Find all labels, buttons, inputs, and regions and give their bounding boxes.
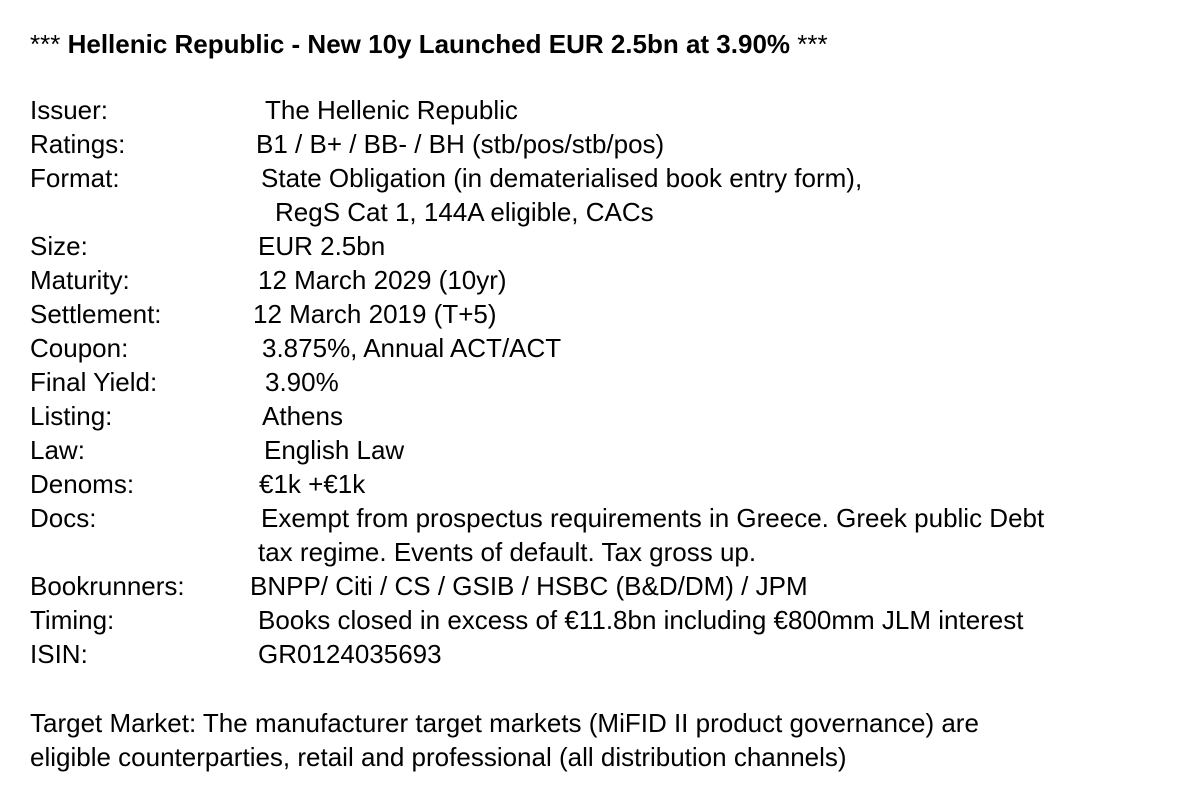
term-label: Format: xyxy=(30,163,120,193)
term-label: Law: xyxy=(30,435,85,465)
term-label: Issuer: xyxy=(30,95,109,125)
term-value: €1k +€1k xyxy=(259,469,366,499)
term-value: 3.90% xyxy=(265,367,339,397)
term-value: GR0124035693 xyxy=(258,639,442,669)
target-market-line: Target Market: The manufacturer target markets (MiFID II product governance) are xyxy=(30,708,979,738)
term-value-continued: RegS Cat 1, 144A eligible, CACs xyxy=(275,197,654,227)
term-value: Athens xyxy=(262,401,343,431)
term-row-issuer xyxy=(0,93,1200,127)
target-market-note xyxy=(30,706,1180,774)
term-value-continued: tax regime. Events of default. Tax gross up. xyxy=(258,537,757,567)
term-label: Docs: xyxy=(30,503,97,533)
term-label: Listing: xyxy=(30,401,113,431)
term-row-denoms xyxy=(0,467,1200,501)
term-row-law xyxy=(0,433,1200,467)
term-row-maturity xyxy=(0,263,1200,297)
term-row-format xyxy=(0,161,1200,195)
term-value: 12 March 2029 (10yr) xyxy=(258,265,507,295)
term-row-docs xyxy=(0,501,1200,535)
term-value: Books closed in excess of €11.8bn including €800mm JLM interest xyxy=(258,605,1024,635)
term-label: Bookrunners: xyxy=(30,571,185,601)
term-value: Exempt from prospectus requirements in Greece. Greek public Debt xyxy=(261,503,1045,533)
announcement-title xyxy=(30,28,828,60)
term-label: Ratings: xyxy=(30,129,126,159)
term-value: English Law xyxy=(264,435,405,465)
term-value: EUR 2.5bn xyxy=(258,231,386,261)
term-row-isin xyxy=(0,637,1200,671)
term-row-docs-continued xyxy=(0,535,1200,569)
term-value: 12 March 2019 (T+5) xyxy=(253,299,497,329)
term-row-bookrunners xyxy=(0,569,1200,603)
term-label: Coupon: xyxy=(30,333,129,363)
title-text: Hellenic Republic - New 10y Launched EUR 2.5bn at 3.90% xyxy=(67,29,791,59)
term-value: BNPP/ Citi / CS / GSIB / HSBC (B&D/DM) / JPM xyxy=(250,571,808,601)
term-value: State Obligation (in dematerialised book entry form), xyxy=(261,163,863,193)
term-label: Maturity: xyxy=(30,265,130,295)
term-row-format-continued xyxy=(0,195,1200,229)
term-row-ratings xyxy=(0,127,1200,161)
term-row-coupon xyxy=(0,331,1200,365)
target-market-line: eligible counterparties, retail and professional (all distribution channels) xyxy=(30,742,847,772)
term-label: Timing: xyxy=(30,605,115,635)
term-label: Final Yield: xyxy=(30,367,158,397)
term-label: Denoms: xyxy=(30,469,135,499)
term-row-timing xyxy=(0,603,1200,637)
term-value: B1 / B+ / BB- / BH (stb/pos/stb/pos) xyxy=(256,129,665,159)
term-row-listing xyxy=(0,399,1200,433)
term-row-size xyxy=(0,229,1200,263)
title-stars-right: *** xyxy=(797,29,828,59)
term-row-final-yield xyxy=(0,365,1200,399)
term-label: Size: xyxy=(30,231,88,261)
term-row-settlement xyxy=(0,297,1200,331)
term-value: The Hellenic Republic xyxy=(265,95,518,125)
term-label: ISIN: xyxy=(30,639,88,669)
term-label: Settlement: xyxy=(30,299,162,329)
term-value: 3.875%, Annual ACT/ACT xyxy=(262,333,562,363)
title-stars-left: *** xyxy=(30,29,61,59)
